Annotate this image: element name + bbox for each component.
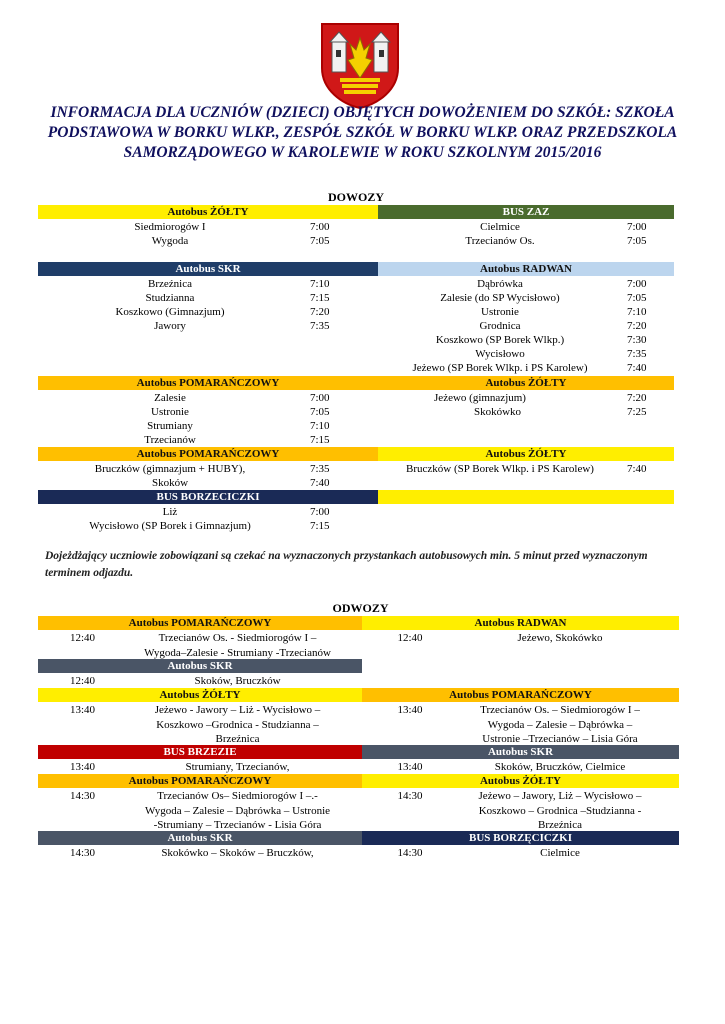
departure-time: 7:40 <box>627 463 647 475</box>
departure-time: 12:40 <box>397 632 423 644</box>
stop-name: Ustronie <box>481 306 519 318</box>
bus-header: Autobus ŻÓŁTY <box>378 376 674 390</box>
bus-header: Autobus ŻÓŁTY <box>378 447 674 461</box>
bus-header: Autobus RADWAN <box>378 262 674 276</box>
departure-time: 7:35 <box>310 320 330 332</box>
stop-name: Skokówko <box>473 406 522 418</box>
departure-time: 7:35 <box>627 348 647 360</box>
stop-name: Jeżewo (SP Borek Wlkp. i PS Karolew) <box>412 362 588 374</box>
route-line: Skoków, Bruczków, Cielmice <box>494 761 626 773</box>
stop-name: Dąbrówka <box>477 278 523 290</box>
stop-name: Jeżewo (gimnazjum) <box>434 392 526 404</box>
stop-name: Zalesie (do SP Wycisłowo) <box>440 292 560 304</box>
notice-text: Dojeżdżający uczniowie zobowiązani są czekać na wyznaczonych przystankach autobusowych min. 5 minut przed wyznaczonym terminem odjazdu. <box>45 550 648 579</box>
departure-time: 13:40 <box>397 704 423 716</box>
bus-header: Autobus SKR <box>362 745 679 759</box>
stop-name: Koszkowo (Gimnazjum) <box>115 306 225 318</box>
stop-name: Koszkowo (SP Borek Wlkp.) <box>435 334 565 346</box>
route-stops <box>120 703 355 747</box>
bus-header: Autobus POMARAŃCZOWY <box>362 688 679 702</box>
route-line: Skokówko – Skoków – Bruczków, <box>161 847 314 859</box>
route-line: Trzecianów Os. - Siedmiorogów I – <box>158 632 317 644</box>
route-line: Wygoda–Zalesie - Strumiany -Trzecianów <box>144 646 331 659</box>
departure-time: 7:15 <box>310 520 330 532</box>
stop-name: Cielmice <box>480 221 520 233</box>
bus-header: Autobus RADWAN <box>362 616 679 630</box>
departure-time: 7:00 <box>310 221 330 233</box>
departure-time: 7:15 <box>310 292 330 304</box>
departure-time: 7:00 <box>310 392 330 404</box>
departure-time: 7:25 <box>627 406 647 418</box>
dowozy-heading: DOWOZY <box>327 190 384 204</box>
bus-header: Autobus ŻÓŁTY <box>362 774 679 788</box>
stop-name: Trzecianów Os. <box>465 235 535 247</box>
departure-time: 7:10 <box>310 420 330 432</box>
route-line: Koszkowo –Grodnica - Studzianna – <box>156 718 319 731</box>
bus-header: Autobus POMARAŃCZOWY <box>38 376 378 390</box>
departure-time: 7:15 <box>310 434 330 446</box>
route-stops <box>445 846 675 861</box>
route-stops <box>120 760 355 775</box>
route-stops <box>445 631 675 646</box>
stop-name: Ustronie <box>151 406 189 418</box>
departure-time: 13:40 <box>397 761 423 773</box>
departure-time: 7:05 <box>310 235 330 247</box>
bus-header: BUS BORZECICZKI <box>38 490 378 504</box>
bus-header: Autobus ŻÓŁTY <box>38 688 362 702</box>
route-line: Wygoda – Zalesie – Dąbrówka – <box>487 718 633 731</box>
stop-name: Wycisłowo <box>475 348 525 360</box>
route-line: Cielmice <box>540 847 580 859</box>
departure-time: 7:10 <box>627 306 647 318</box>
departure-time: 7:00 <box>627 221 647 233</box>
departure-time: 7:40 <box>627 362 647 374</box>
stop-name: Wygoda <box>151 235 189 247</box>
stop-name: Jawory <box>154 320 186 332</box>
departure-time: 14:30 <box>69 847 96 859</box>
route-stops <box>120 846 355 861</box>
title-line: SAMORZĄDOWEGO W KAROLEWIE W ROKU SZKOLNYM 2015/2016 <box>123 144 602 161</box>
route-line: Trzecianów Os. – Siedmiorogów I – <box>480 704 640 716</box>
stop-name: Brzeźnica <box>148 278 192 290</box>
empty-yellow-bar <box>378 490 674 504</box>
departure-time: 12:40 <box>69 675 96 687</box>
departure-time: 7:20 <box>627 320 647 332</box>
departure-time: 13:40 <box>69 761 96 773</box>
title-line: INFORMACJA DLA UCZNIÓW (DZIECI) OBJĘTYCH DOWOŻENIEM DO SZKÓŁ: SZKOŁA <box>50 104 675 121</box>
route-line: Jeżewo, Skokówko <box>517 632 603 644</box>
route-line: Skoków, Bruczków <box>194 675 281 687</box>
stop-name: Siedmiorogów I <box>134 221 206 233</box>
stop-name: Trzecianów <box>144 434 196 446</box>
bus-header: Autobus SKR <box>38 262 378 276</box>
stop-name: Zalesie <box>154 392 186 404</box>
departure-time: 7:20 <box>627 392 647 404</box>
route-stops <box>120 789 355 833</box>
bus-header: Autobus SKR <box>38 659 362 673</box>
route-line: Jeżewo – Jawory, Liż – Wycisłowo – <box>478 790 642 802</box>
stop-name: Bruczków (SP Borek Wlkp. i PS Karolew) <box>406 463 594 475</box>
route-line: Strumiany, Trzecianów, <box>185 761 290 773</box>
route-stops <box>445 703 675 747</box>
title-line: PODSTAWOWA W BORKU WLKP., ZESPÓŁ SZKÓŁ W BORKU WLKP. ORAZ PRZEDSZKOLA <box>47 124 678 141</box>
bus-header: BUS BORZĘCICZKI <box>362 831 679 845</box>
coat-of-arms-icon <box>318 20 402 110</box>
departure-time: 14:30 <box>397 790 423 802</box>
route-line: Wygoda – Zalesie – Dąbrówka – Ustronie <box>144 804 331 817</box>
stop-name: Studzianna <box>145 292 195 304</box>
stop-name: Bruczków (gimnazjum + HUBY), <box>94 463 246 475</box>
departure-time: 7:00 <box>310 506 330 518</box>
route-line: Brzeźnica <box>215 733 260 745</box>
bus-header: Autobus SKR <box>38 831 362 845</box>
route-stops <box>120 674 355 689</box>
departure-time: 7:40 <box>310 477 330 489</box>
stop-name: Skoków <box>151 477 189 489</box>
departure-time: 13:40 <box>69 704 96 716</box>
odwozy-heading: ODWOZY <box>332 601 389 615</box>
bus-header: BUS ZAZ <box>378 205 674 219</box>
departure-time: 7:05 <box>627 235 647 247</box>
departure-time: 7:05 <box>627 292 647 304</box>
route-line: Jeżewo - Jawory – Liż - Wycisłowo – <box>154 704 321 716</box>
stop-name: Grodnica <box>479 320 521 332</box>
route-line: Ustronie –Trzecianów – Lisia Góra <box>482 733 638 745</box>
bus-header: Autobus POMARAŃCZOWY <box>38 774 362 788</box>
departure-time: 7:05 <box>310 406 330 418</box>
stop-name: Liż <box>162 506 178 518</box>
bus-header: BUS BRZEZIE <box>38 745 362 759</box>
route-stops <box>120 631 355 660</box>
route-line: Trzecianów Os– Siedmiorogów I –.- <box>157 790 318 802</box>
bus-header: Autobus ŻÓŁTY <box>38 205 378 219</box>
bus-header: Autobus POMARAŃCZOWY <box>38 447 378 461</box>
departure-time: 7:30 <box>627 334 647 346</box>
departure-time: 7:20 <box>310 306 330 318</box>
route-line: -Strumiany – Trzecianów - Lisia Góra <box>153 819 322 831</box>
page-title <box>20 103 705 163</box>
route-stops <box>445 760 675 775</box>
route-stops <box>445 789 675 833</box>
departure-time: 14:30 <box>397 847 423 859</box>
departure-time: 12:40 <box>69 632 96 644</box>
departure-time: 7:10 <box>310 278 330 290</box>
departure-time: 14:30 <box>69 790 96 802</box>
bus-header: Autobus POMARAŃCZOWY <box>38 616 362 630</box>
route-line: Brzeźnica <box>538 819 582 831</box>
route-line: Koszkowo – Grodnica –Studzianna - <box>478 804 642 817</box>
departure-time: 7:00 <box>627 278 647 290</box>
stop-name: Strumiany <box>147 420 193 432</box>
stop-name: Wycisłowo (SP Borek i Gimnazjum) <box>89 520 251 532</box>
departure-time: 7:35 <box>310 463 330 475</box>
